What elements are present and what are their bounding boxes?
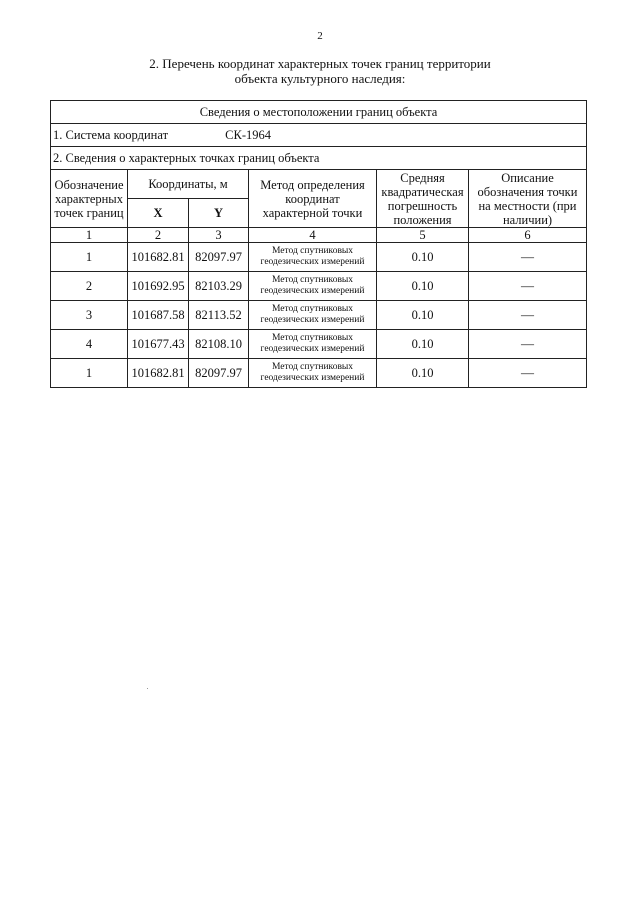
description: —: [469, 272, 587, 301]
error-value: 0.10: [377, 359, 469, 388]
coordinate-system-label: 1. Система координат: [53, 128, 169, 142]
col-header-x: X: [128, 199, 189, 228]
error-value: 0.10: [377, 272, 469, 301]
col-header-coords: Координаты, м: [128, 170, 249, 199]
method-line-2: геодезических измерений: [260, 373, 365, 383]
coord-x: 101692.95: [128, 272, 189, 301]
col-number: 5: [377, 228, 469, 243]
document-heading: [0, 56, 640, 86]
description: —: [469, 301, 587, 330]
table-row: [51, 330, 587, 359]
method-line-1: Метод спутниковых: [271, 275, 354, 285]
coordinate-system-value: СК-1964: [225, 128, 272, 142]
table-row: [51, 301, 587, 330]
method-line-2: геодезических измерений: [260, 257, 365, 267]
coord-x: 101682.81: [128, 359, 189, 388]
coord-x: 101687.58: [128, 301, 189, 330]
col-number: 4: [249, 228, 377, 243]
method: [249, 301, 377, 330]
scan-speck: [147, 688, 148, 689]
error-value: 0.10: [377, 330, 469, 359]
coord-x: 101677.43: [128, 330, 189, 359]
points-section-label: 2. Сведения о характерных точках границ объекта: [51, 147, 587, 170]
coordinate-system-row: [51, 124, 587, 147]
page-number: 2: [317, 30, 323, 42]
col-header-method: Метод определения координат характерной точки: [249, 170, 377, 228]
col-header-y: Y: [189, 199, 249, 228]
coord-x: 101682.81: [128, 243, 189, 272]
coord-y: 82097.97: [189, 359, 249, 388]
coord-y: 82113.52: [189, 301, 249, 330]
method-line-2: геодезических измерений: [260, 315, 365, 325]
method-line-2: геодезических измерений: [260, 286, 365, 296]
method-line-1: Метод спутниковых: [271, 362, 354, 372]
point-id: 2: [51, 272, 128, 301]
point-id: 3: [51, 301, 128, 330]
coord-y: 82108.10: [189, 330, 249, 359]
method-line-2: геодезических измерений: [260, 344, 365, 354]
coord-y: 82103.29: [189, 272, 249, 301]
col-number: 6: [469, 228, 587, 243]
method: [249, 359, 377, 388]
method-line-1: Метод спутниковых: [271, 333, 354, 343]
description: —: [469, 330, 587, 359]
point-id: 1: [51, 359, 128, 388]
coord-y: 82097.97: [189, 243, 249, 272]
error-value: 0.10: [377, 301, 469, 330]
table-row: [51, 272, 587, 301]
table-row: [51, 243, 587, 272]
heading-line-1: 2. Перечень координат характерных точек границ территории: [149, 56, 491, 71]
method-line-1: Метод спутниковых: [271, 246, 354, 256]
col-header-error: Средняя квадратическая погрешность положения: [377, 170, 469, 228]
point-id: 1: [51, 243, 128, 272]
method: [249, 330, 377, 359]
description: —: [469, 243, 587, 272]
table-title: Сведения о местоположении границ объекта: [51, 101, 587, 124]
coordinates-table: [50, 100, 587, 388]
col-number: 3: [189, 228, 249, 243]
method: [249, 272, 377, 301]
col-number: 2: [128, 228, 189, 243]
table-row: [51, 359, 587, 388]
col-header-designation: Обозначение характерных точек границ: [51, 170, 128, 228]
description: —: [469, 359, 587, 388]
heading-line-2: объекта культурного наследия:: [234, 71, 406, 86]
error-value: 0.10: [377, 243, 469, 272]
col-header-description: Описание обозначения точки на местности (при наличии): [469, 170, 587, 228]
col-number: 1: [51, 228, 128, 243]
method-line-1: Метод спутниковых: [271, 304, 354, 314]
method: [249, 243, 377, 272]
point-id: 4: [51, 330, 128, 359]
